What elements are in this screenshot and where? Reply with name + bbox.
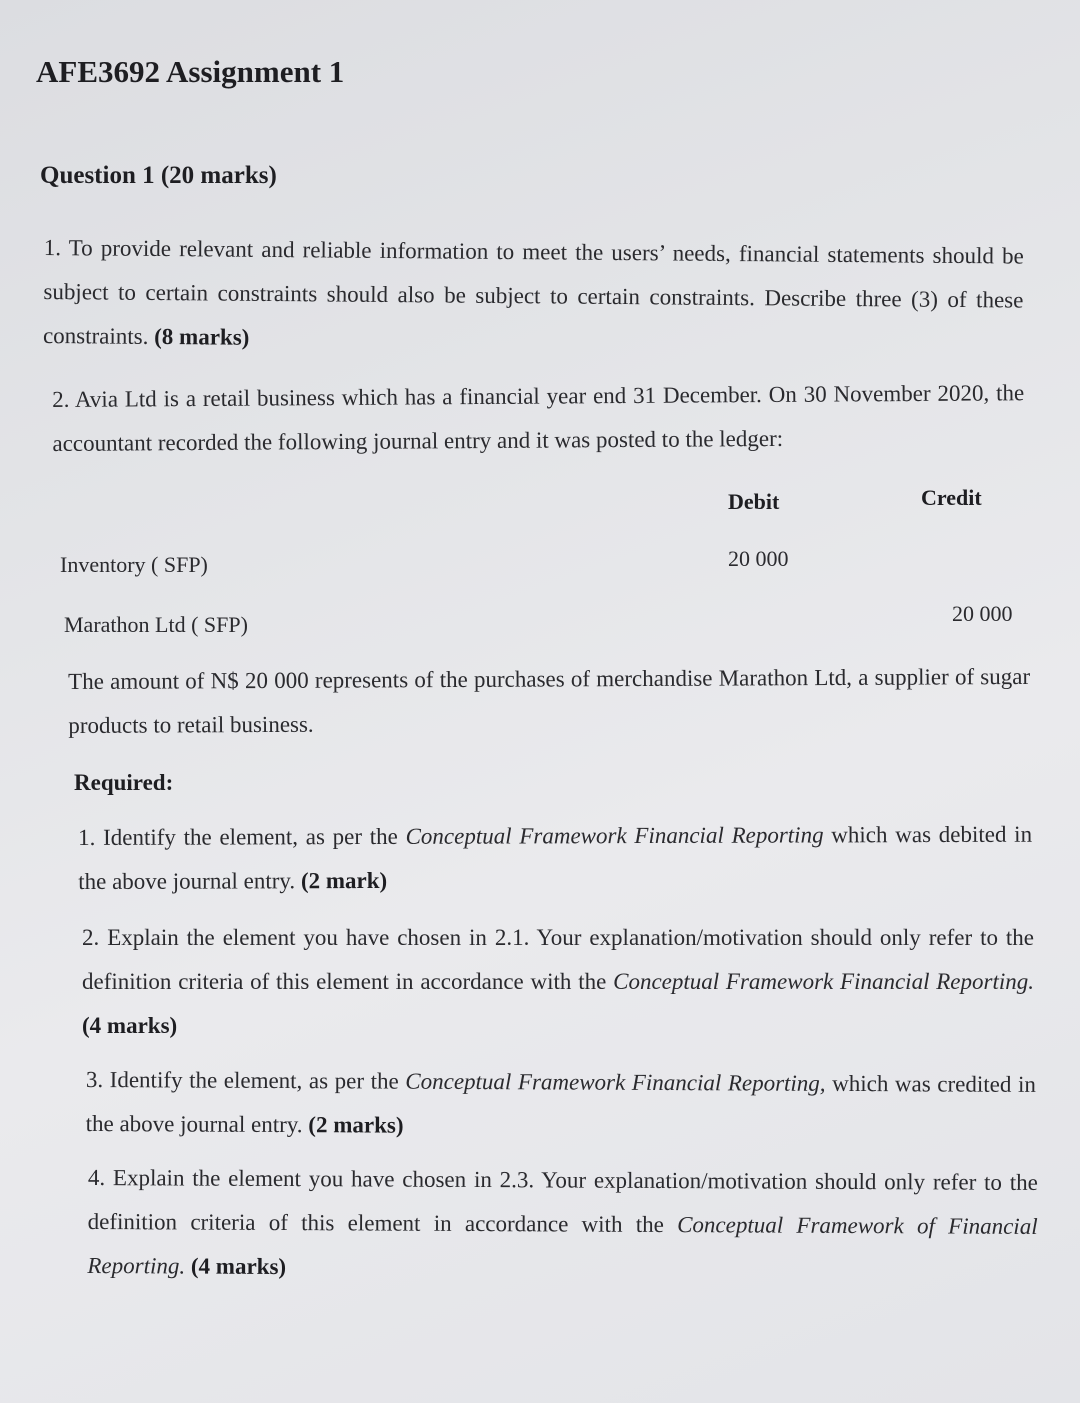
- required-item-3-text-end: which was credited in the above journal entry.: [85, 1070, 1036, 1138]
- question-1-1-marks: (8 marks): [154, 323, 250, 350]
- question-1-1: [43, 226, 1024, 367]
- question-heading: Question 1 (20 marks): [40, 162, 277, 189]
- assignment-title: AFE3692 Assignment 1: [36, 54, 345, 89]
- required-item-1-text-end: which was debited in the above journal entry.: [78, 821, 1033, 894]
- required-item-4: [87, 1156, 1038, 1293]
- required-heading: Required:: [74, 770, 174, 795]
- required-item-3-marks: (2 marks): [308, 1112, 404, 1138]
- required-item-1-marks: (2 mark): [300, 867, 388, 894]
- journal-note: [68, 655, 1030, 748]
- required-item-2-text: 2. Explain the element you have chosen in 2.1. Your explanation/motivation should only refer to the definition criteria of this element in accordance with the: [82, 925, 1034, 994]
- required-item-3-text: 3. Identify the element, as per the: [85, 1066, 406, 1094]
- question-1-2: [52, 371, 1025, 466]
- required-item-1-text: 1. Identify the element, as per the: [78, 823, 406, 850]
- journal-row-marathon-account: Marathon Ltd ( SFP): [64, 612, 248, 637]
- journal-note-text: The amount of N$ 20 000 represents of the purchases of merchandise Marathon Ltd, a supplier of sugar products to retail business.: [68, 663, 1031, 738]
- journal-debit-header: Debit: [728, 489, 780, 514]
- required-item-4-marks: (4 marks): [190, 1253, 287, 1280]
- question-1-2-text: 2. Avia Ltd is a retail business which has a financial year end 31 December. On 30 November 2020, the accountant recorded the following journal entry and it was posted to the ledger:: [52, 380, 1025, 456]
- required-item-1-framework: Conceptual Framework Financial Reporting: [405, 822, 824, 849]
- required-item-2: [82, 916, 1034, 1048]
- journal-row-inventory-debit: 20 000: [728, 546, 789, 571]
- required-item-2-marks: (4 marks): [82, 1013, 178, 1038]
- journal-row-marathon-credit: 20 000: [952, 601, 1013, 626]
- journal-credit-header: Credit: [921, 485, 982, 510]
- required-item-4-framework: Conceptual Framework of Financial Reporting.: [87, 1212, 1038, 1279]
- required-item-4-text: 4. Explain the element you have chosen in 2.3. Your explanation/motivation should only refer to the definition criteria of this element in accordance with the: [87, 1164, 1038, 1238]
- required-item-3: [86, 1058, 1036, 1151]
- journal-row-inventory-account: Inventory ( SFP): [60, 552, 208, 577]
- required-item-3-framework: Conceptual Framework Financial Reporting,: [405, 1068, 826, 1096]
- required-item-1: [78, 813, 1032, 904]
- question-1-1-text: 1. To provide relevant and reliable information to meet the users’ needs, financial statements should be subject to certain constraints should also be subject to certain constraints. Describe three (3) of these constraints.: [42, 234, 1024, 349]
- required-item-2-framework: Conceptual Framework Financial Reporting.: [613, 969, 1034, 994]
